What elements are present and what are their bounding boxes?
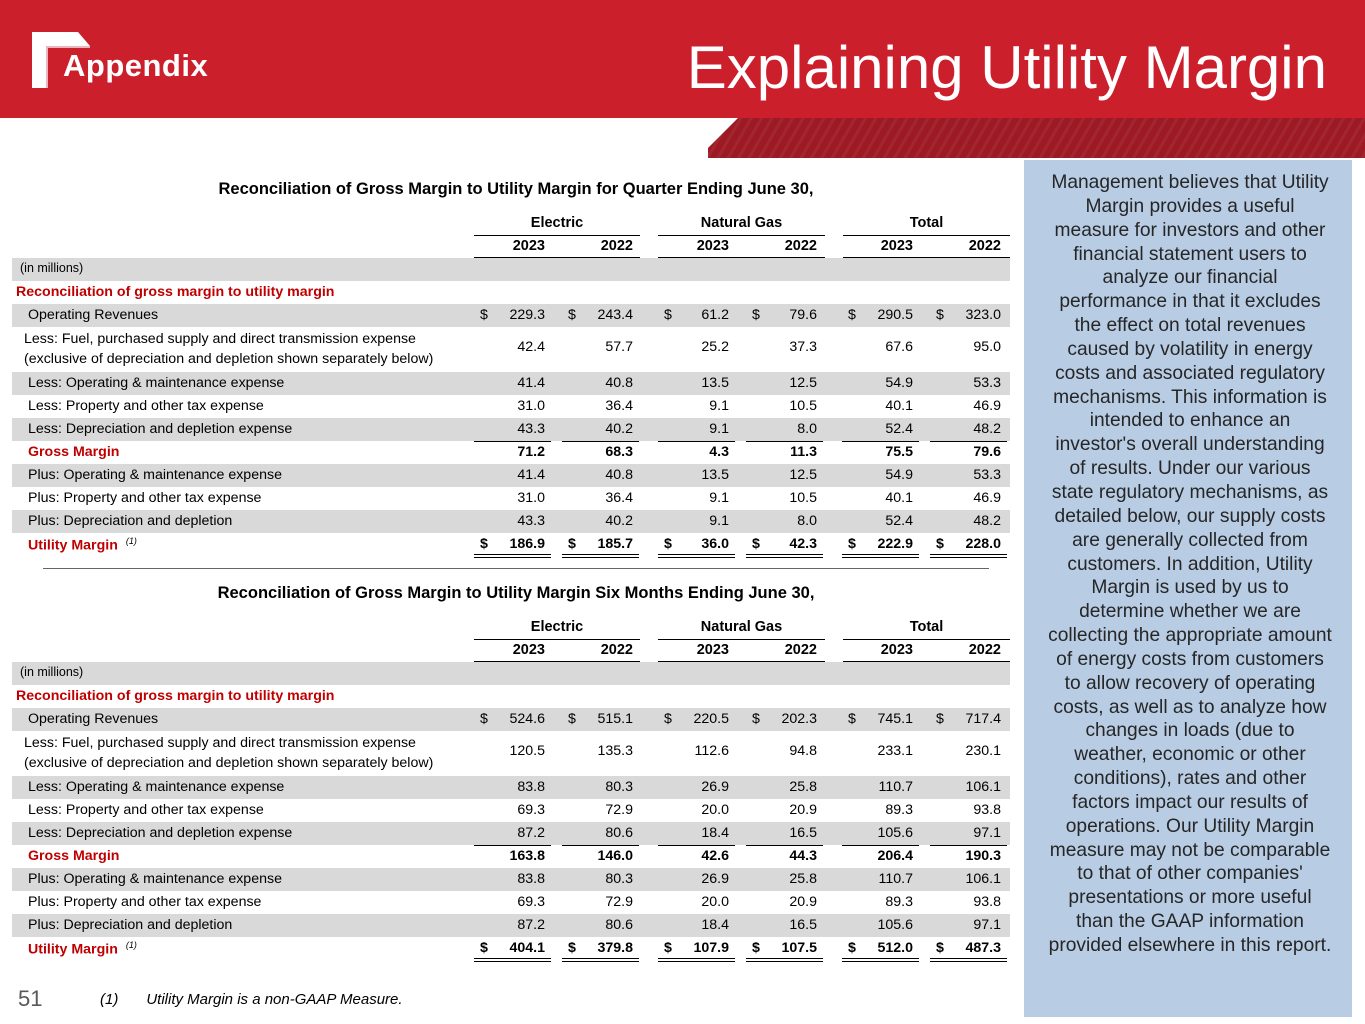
value-cell: 8.0 (797, 421, 817, 437)
column-group-header: Electric (530, 619, 584, 635)
value-cell: 72.9 (605, 802, 633, 818)
value-cell: 80.3 (605, 779, 633, 795)
total-double-rule (474, 958, 551, 962)
value-cell: 87.2 (517, 917, 545, 933)
value-cell: 40.1 (885, 398, 913, 414)
utility-margin-row (12, 937, 1010, 960)
value-cell: 42.6 (701, 848, 729, 864)
value-cell: 87.2 (517, 825, 545, 841)
value-cell: 107.5 (781, 940, 817, 956)
page-title: Explaining Utility Margin (686, 34, 1327, 101)
total-double-rule (474, 554, 551, 558)
currency-symbol: $ (664, 711, 672, 727)
table-row (12, 822, 1010, 845)
value-cell: 146.0 (597, 848, 633, 864)
value-cell: 233.1 (877, 743, 913, 759)
explanation-panel: Management believes that Utility Margin provides a useful measure for investors and other financial statement users to analyze our financial performance in that it excludes the effect on total revenues caused by volatility in energy costs and associated regulatory mechanisms. This information is intended to enhance an investor's overall understanding of results. Under our various state regulatory mechanisms, as detailed below, our supply costs are generally collected from customers. In addition, Utility Margin is used by us to determine whether we are collecting the appropriate amount of energy costs from customers to allow recovery of operating costs, as well as to analyze how changes in loads (due to weather, economic or other conditions), rates and other factors impact our results of operations. Our Utility Margin measure may not be comparable to that of other companies' presentations or more useful than the GAAP information provided elsewhere in this report. (1024, 160, 1352, 1017)
value-cell: 323.0 (965, 307, 1001, 323)
value-cell: 16.5 (789, 825, 817, 841)
currency-symbol: $ (568, 711, 576, 727)
table-row (12, 914, 1010, 937)
table-row (12, 418, 1010, 441)
total-double-rule (746, 958, 823, 962)
value-cell: 290.5 (877, 307, 913, 323)
currency-symbol: $ (664, 940, 672, 956)
total-double-rule (930, 554, 1007, 558)
value-cell: 54.9 (885, 467, 913, 483)
value-cell: 53.3 (973, 467, 1001, 483)
value-cell: 229.3 (509, 307, 545, 323)
value-cell: 52.4 (885, 513, 913, 529)
row-label-text: Gross Margin (28, 848, 120, 864)
value-cell: 97.1 (973, 917, 1001, 933)
value-cell: 20.9 (789, 802, 817, 818)
row-label (24, 733, 433, 773)
value-cell: 512.0 (877, 940, 913, 956)
value-cell: 487.3 (965, 940, 1001, 956)
currency-symbol: $ (664, 536, 672, 552)
year-header: 2022 (600, 642, 633, 658)
table-separator (43, 568, 989, 569)
currency-symbol: $ (752, 711, 760, 727)
value-cell: 9.1 (709, 490, 729, 506)
value-cell: 94.8 (789, 743, 817, 759)
row-label (28, 421, 292, 437)
value-cell: 83.8 (517, 779, 545, 795)
table-row (12, 372, 1010, 395)
currency-symbol: $ (752, 536, 760, 552)
value-cell: 52.4 (885, 421, 913, 437)
value-cell: 48.2 (973, 421, 1001, 437)
table-title: Reconciliation of Gross Margin to Utility Margin for Quarter Ending June 30, (218, 180, 814, 198)
value-cell: 745.1 (877, 711, 913, 727)
units-label: (in millions) (20, 665, 84, 679)
value-cell: 79.6 (973, 444, 1001, 460)
total-double-rule (658, 554, 735, 558)
header-bar (0, 0, 1365, 118)
column-group-rule (658, 639, 825, 640)
currency-symbol: $ (848, 940, 856, 956)
value-cell: 36.0 (701, 536, 729, 552)
value-cell: 18.4 (701, 917, 729, 933)
total-double-rule (842, 554, 919, 558)
footnote-marker: (1) (100, 991, 119, 1008)
year-header: 2022 (600, 238, 633, 254)
value-cell: 106.1 (965, 871, 1001, 887)
year-header: 2022 (968, 642, 1001, 658)
units-label: (in millions) (20, 261, 84, 275)
column-group-rule (843, 639, 1010, 640)
section-heading: Reconciliation of gross margin to utility margin (16, 688, 335, 704)
gross-margin-row (12, 845, 1010, 868)
total-double-rule (930, 958, 1007, 962)
row-label (28, 802, 264, 818)
section-heading-row (12, 281, 1010, 304)
value-cell: 20.0 (701, 894, 729, 910)
row-label-text: Less: Depreciation and depletion expense (28, 825, 293, 841)
value-cell: 16.5 (789, 917, 817, 933)
column-group-rule (658, 235, 825, 236)
value-cell: 68.3 (605, 444, 633, 460)
value-cell: 9.1 (709, 421, 729, 437)
units-row (12, 258, 1010, 281)
row-label (28, 871, 282, 887)
value-cell: 230.1 (965, 743, 1001, 759)
header-stripe (708, 118, 1365, 158)
value-cell: 46.9 (973, 490, 1001, 506)
value-cell: 93.8 (973, 802, 1001, 818)
value-cell: 41.4 (517, 375, 545, 391)
currency-symbol: $ (568, 307, 576, 323)
value-cell: 93.8 (973, 894, 1001, 910)
value-cell: 36.4 (605, 490, 633, 506)
row-label (28, 894, 261, 910)
value-cell: 46.9 (973, 398, 1001, 414)
value-cell: 12.5 (789, 467, 817, 483)
row-label (28, 825, 292, 841)
value-cell: 80.6 (605, 825, 633, 841)
row-label (28, 917, 232, 933)
value-cell: 243.4 (597, 307, 633, 323)
row-label (28, 779, 284, 795)
value-cell: 12.5 (789, 375, 817, 391)
value-cell: 40.8 (605, 375, 633, 391)
total-double-rule (658, 958, 735, 962)
row-label-text: Plus: Depreciation and depletion (28, 513, 233, 529)
value-cell: 71.2 (517, 444, 545, 460)
year-header: 2023 (880, 238, 913, 254)
row-label (28, 375, 284, 391)
currency-symbol: $ (480, 536, 488, 552)
year-header: 2022 (784, 238, 817, 254)
value-cell: 61.2 (701, 307, 729, 323)
currency-symbol: $ (752, 307, 760, 323)
utility-margin-row (12, 533, 1010, 556)
column-group-header: Electric (530, 215, 584, 231)
row-label-text: Operating Revenues (28, 711, 159, 727)
row-label (24, 329, 433, 369)
column-group-header: Total (909, 215, 944, 231)
section-heading-row (12, 685, 1010, 708)
value-cell: 25.8 (789, 871, 817, 887)
row-label-text: Plus: Operating & maintenance expense (28, 467, 282, 483)
value-cell: 524.6 (509, 711, 545, 727)
footnote (100, 991, 431, 1008)
row-label (28, 513, 232, 529)
footnote-reference: (1) (125, 536, 137, 546)
currency-symbol: $ (848, 536, 856, 552)
units-row (12, 662, 1010, 685)
value-cell: 42.3 (789, 536, 817, 552)
value-cell: 54.9 (885, 375, 913, 391)
value-cell: 31.0 (517, 490, 545, 506)
row-label-text: Plus: Operating & maintenance expense (28, 871, 282, 887)
row-label-text: Less: Operating & maintenance expense (28, 779, 285, 795)
value-cell: 75.5 (885, 444, 913, 460)
value-cell: 10.5 (789, 398, 817, 414)
value-cell: 44.3 (789, 848, 817, 864)
currency-symbol: $ (936, 711, 944, 727)
row-label (28, 444, 119, 460)
year-header: 2023 (696, 238, 729, 254)
footnote-text: Utility Margin is a non-GAAP Measure. (146, 991, 403, 1008)
value-cell: 89.3 (885, 802, 913, 818)
row-label (28, 398, 264, 414)
value-cell: 83.8 (517, 871, 545, 887)
value-cell: 80.6 (605, 917, 633, 933)
page-number: 51 (18, 986, 43, 1011)
table-title: Reconciliation of Gross Margin to Utility Margin Six Months Ending June 30, (217, 584, 815, 602)
value-cell: 163.8 (509, 848, 545, 864)
value-cell: 79.6 (789, 307, 817, 323)
year-header: 2023 (696, 642, 729, 658)
section-label: Appendix (63, 48, 209, 83)
value-cell: 72.9 (605, 894, 633, 910)
currency-symbol: $ (752, 940, 760, 956)
column-group-rule (843, 235, 1010, 236)
value-cell: 53.3 (973, 375, 1001, 391)
value-cell: 48.2 (973, 513, 1001, 529)
row-label-text: Less: Depreciation and depletion expense (28, 421, 293, 437)
row-label-text: Plus: Property and other tax expense (28, 490, 262, 506)
table-row (12, 776, 1010, 799)
value-cell: 25.8 (789, 779, 817, 795)
value-cell: 106.1 (965, 779, 1001, 795)
row-label-text: Less: Fuel, purchased supply and direct transmission expense (24, 331, 416, 347)
header-stripe-cut (698, 118, 738, 158)
value-cell: 190.3 (965, 848, 1001, 864)
section-heading: Reconciliation of gross margin to utility margin (16, 284, 335, 300)
value-cell: 206.4 (877, 848, 913, 864)
value-cell: 220.5 (693, 711, 729, 727)
row-label-text: Utility Margin (28, 941, 118, 958)
table-row (12, 868, 1010, 891)
table-row (12, 464, 1010, 487)
value-cell: 4.3 (709, 444, 729, 460)
currency-symbol: $ (936, 940, 944, 956)
value-cell: 112.6 (694, 743, 729, 759)
footnote-reference: (1) (125, 940, 137, 950)
value-cell: 404.1 (509, 940, 545, 956)
value-cell: 11.3 (790, 444, 817, 460)
value-cell: 26.9 (701, 871, 729, 887)
row-label-text: Less: Property and other tax expense (28, 802, 264, 818)
table-row (12, 304, 1010, 327)
value-cell: 185.7 (597, 536, 633, 552)
column-group-rule (474, 235, 640, 236)
value-cell: 43.3 (517, 421, 545, 437)
row-label-text: Less: Property and other tax expense (28, 398, 264, 414)
row-label-text: Utility Margin (28, 537, 118, 554)
value-cell: 110.7 (878, 871, 913, 887)
value-cell: 69.3 (517, 802, 545, 818)
value-cell: 37.3 (789, 339, 817, 355)
value-cell: 9.1 (709, 513, 729, 529)
table-row (12, 731, 1010, 776)
total-double-rule (842, 958, 919, 962)
currency-symbol: $ (848, 711, 856, 727)
row-label (28, 940, 137, 958)
row-label-text: Less: Operating & maintenance expense (28, 375, 285, 391)
currency-symbol: $ (664, 307, 672, 323)
currency-symbol: $ (936, 536, 944, 552)
column-group-header: Total (909, 619, 944, 635)
value-cell: 107.9 (693, 940, 729, 956)
value-cell: 36.4 (605, 398, 633, 414)
value-cell: 40.8 (605, 467, 633, 483)
value-cell: 10.5 (789, 490, 817, 506)
row-label (28, 490, 261, 506)
value-cell: 13.5 (701, 467, 729, 483)
value-cell: 40.1 (885, 490, 913, 506)
row-label-text: Plus: Property and other tax expense (28, 894, 262, 910)
value-cell: 41.4 (517, 467, 545, 483)
table-row (12, 395, 1010, 418)
value-cell: 40.2 (605, 513, 633, 529)
currency-symbol: $ (568, 940, 576, 956)
value-cell: 186.9 (509, 536, 545, 552)
value-cell: 97.1 (973, 825, 1001, 841)
value-cell: 8.0 (797, 513, 817, 529)
value-cell: 105.6 (877, 825, 913, 841)
total-double-rule (562, 958, 639, 962)
year-header: 2022 (784, 642, 817, 658)
table-row (12, 510, 1010, 533)
row-label-text: Gross Margin (28, 444, 120, 460)
year-header: 2023 (880, 642, 913, 658)
value-cell: 222.9 (877, 536, 913, 552)
row-label-text: Less: Fuel, purchased supply and direct transmission expense (24, 735, 416, 751)
table-row (12, 327, 1010, 372)
row-label-text-continued: (exclusive of depreciation and depletion shown separately below) (24, 351, 434, 367)
value-cell: 13.5 (701, 375, 729, 391)
currency-symbol: $ (480, 711, 488, 727)
value-cell: 67.6 (885, 339, 913, 355)
currency-symbol: $ (480, 940, 488, 956)
row-label-text: Plus: Depreciation and depletion (28, 917, 233, 933)
value-cell: 69.3 (517, 894, 545, 910)
column-group-rule (474, 639, 640, 640)
value-cell: 43.3 (517, 513, 545, 529)
table-row (12, 708, 1010, 731)
table-row (12, 799, 1010, 822)
row-label (28, 711, 158, 727)
total-double-rule (746, 554, 823, 558)
value-cell: 228.0 (965, 536, 1001, 552)
currency-symbol: $ (480, 307, 488, 323)
value-cell: 20.9 (789, 894, 817, 910)
value-cell: 89.3 (885, 894, 913, 910)
value-cell: 95.0 (973, 339, 1001, 355)
year-header: 2022 (968, 238, 1001, 254)
row-label-text-continued: (exclusive of depreciation and depletion shown separately below) (24, 755, 434, 771)
value-cell: 42.4 (517, 339, 545, 355)
currency-symbol: $ (936, 307, 944, 323)
value-cell: 40.2 (605, 421, 633, 437)
value-cell: 26.9 (701, 779, 729, 795)
value-cell: 9.1 (709, 398, 729, 414)
value-cell: 515.1 (597, 711, 633, 727)
value-cell: 379.8 (597, 940, 633, 956)
year-header: 2023 (512, 238, 545, 254)
value-cell: 57.7 (605, 339, 633, 355)
value-cell: 31.0 (517, 398, 545, 414)
currency-symbol: $ (848, 307, 856, 323)
table-row (12, 891, 1010, 914)
row-label (28, 536, 137, 554)
total-double-rule (562, 554, 639, 558)
row-label (28, 848, 119, 864)
value-cell: 80.3 (605, 871, 633, 887)
value-cell: 120.5 (509, 743, 545, 759)
gross-margin-row (12, 441, 1010, 464)
column-group-header: Natural Gas (700, 215, 783, 231)
row-label (28, 467, 282, 483)
value-cell: 110.7 (878, 779, 913, 795)
year-header: 2023 (512, 642, 545, 658)
column-group-header: Natural Gas (700, 619, 783, 635)
value-cell: 135.3 (597, 743, 633, 759)
value-cell: 25.2 (701, 339, 729, 355)
table-row (12, 487, 1010, 510)
value-cell: 18.4 (701, 825, 729, 841)
value-cell: 20.0 (701, 802, 729, 818)
value-cell: 717.4 (965, 711, 1001, 727)
row-label-text: Operating Revenues (28, 307, 159, 323)
row-label (28, 307, 158, 323)
currency-symbol: $ (568, 536, 576, 552)
value-cell: 105.6 (877, 917, 913, 933)
value-cell: 202.3 (781, 711, 817, 727)
